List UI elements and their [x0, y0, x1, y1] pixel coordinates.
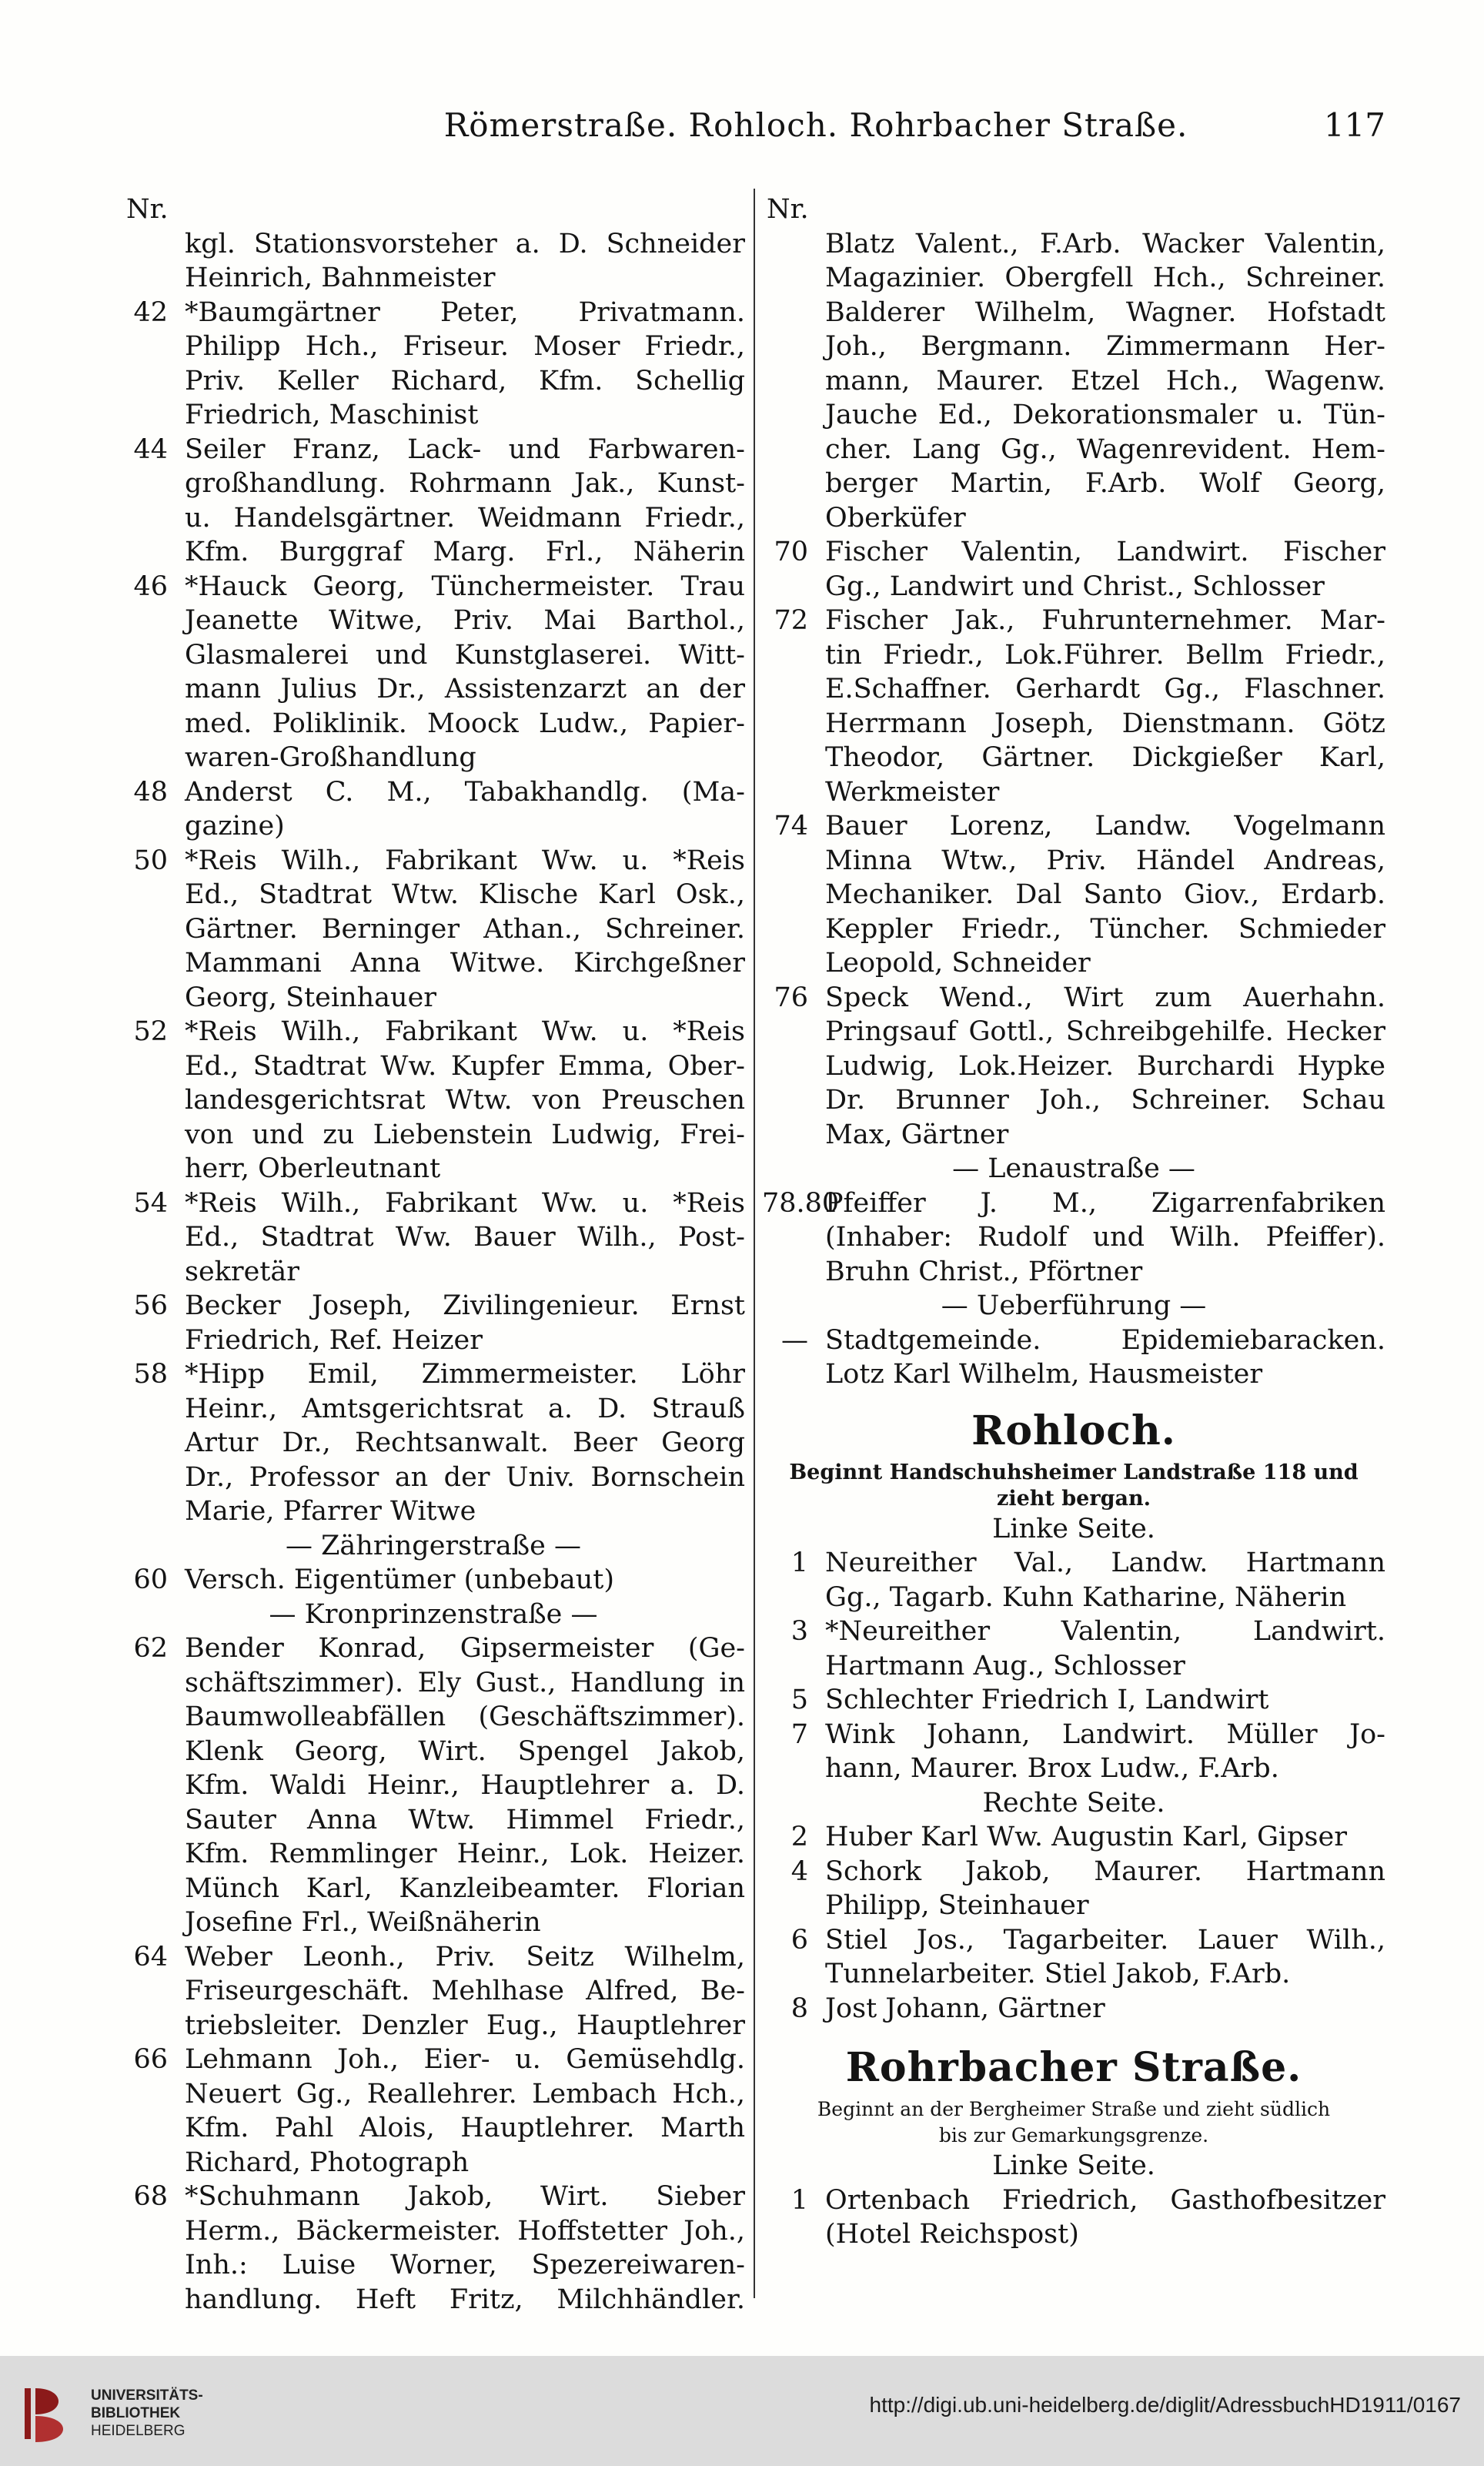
entry-text: Fischer Valentin, Landwirt. Fischer — [825, 537, 1385, 567]
text-line — [122, 741, 745, 775]
text-line — [122, 261, 745, 296]
entry-line — [762, 2183, 1385, 2218]
entry-text: — Kronprinzenstraße — — [269, 1598, 598, 1630]
house-number: 44 — [133, 433, 168, 465]
entry-line — [122, 296, 745, 330]
page-header — [123, 99, 1385, 152]
entry-line — [122, 570, 745, 604]
text-line — [122, 1049, 745, 1084]
text-line — [122, 1974, 745, 2009]
entry-text: — Lenaustraße — — [952, 1153, 1195, 1184]
entry-text: Philipp, Steinhauer — [825, 1890, 1089, 1921]
text-line — [122, 1529, 745, 1564]
text-line — [122, 2283, 745, 2317]
entry-text: Wink Johann, Landwirt. Müller Jo- — [825, 1718, 1385, 1750]
entry-text: von und zu Liebenstein Ludwig, Frei- — [185, 1119, 745, 1150]
entry-text: Priv. Keller Richard, Kfm. Schellig — [185, 365, 745, 397]
text-line — [122, 1906, 745, 1940]
text-line — [122, 981, 745, 1016]
house-number: 46 — [133, 570, 168, 602]
house-number: 48 — [133, 776, 168, 808]
section-note: Beginnt an der Bergheimer Straße und zieht südlich — [817, 2098, 1331, 2120]
house-number: 52 — [133, 1016, 168, 1047]
entry-line — [762, 809, 1385, 844]
text-line — [762, 1118, 1385, 1153]
text-line — [762, 1289, 1385, 1323]
house-number: 74 — [774, 811, 808, 842]
entry-text: schäftszimmer). Ely Gust., Handlung in — [185, 1667, 745, 1698]
entry-line — [122, 1940, 745, 1975]
text-line — [122, 467, 745, 501]
text-line — [122, 912, 745, 947]
house-number: 1 — [790, 2184, 808, 2216]
text-line — [762, 707, 1385, 741]
text-line — [122, 364, 745, 399]
entry-text: (Inhaber: Rudolf und Wilh. Pfeiffer). — [825, 1222, 1385, 1253]
entry-text: Stadtgemeinde. Epidemiebaracken. — [825, 1324, 1385, 1356]
text-line — [762, 775, 1385, 810]
text-line — [122, 2248, 745, 2283]
entry-text: Kfm. Remmlinger Heinr., Lok. Heizer. — [185, 1839, 745, 1869]
entry-text: Mechaniker. Dal Santo Giov., Erdarb. — [825, 879, 1385, 910]
entry-text: Minna Wtw., Priv. Händel Andreas, — [825, 845, 1385, 876]
text-line — [122, 1392, 745, 1427]
entry-text: *Schuhmann Jakob, Wirt. Sieber — [185, 2181, 745, 2212]
text-line — [122, 1461, 745, 1495]
rohloch-right-entries — [762, 1820, 1385, 2026]
text-line — [762, 398, 1385, 433]
entry-text: Friedrich, Ref. Heizer — [185, 1324, 483, 1356]
entry-text: (Hotel Reichspost) — [825, 2219, 1079, 2250]
text-line — [762, 946, 1385, 981]
entry-text: Heinr., Amtsgerichtsrat a. D. Strauß — [185, 1393, 745, 1424]
text-line — [762, 638, 1385, 673]
text-line — [122, 1768, 745, 1803]
text-line — [122, 604, 745, 638]
house-number: 70 — [774, 537, 808, 567]
house-number: 2 — [790, 1822, 808, 1852]
text-line — [122, 535, 745, 570]
entry-text: Mammani Anna Witwe. Kirchgeßner — [185, 948, 745, 979]
entry-text: Bruhn Christ., Pförtner — [825, 1256, 1143, 1287]
text-line — [122, 1152, 745, 1186]
entry-line — [762, 981, 1385, 1016]
text-line — [122, 672, 745, 707]
text-line — [762, 912, 1385, 947]
entry-text: hann, Maurer. Brox Ludw., F.Arb. — [825, 1753, 1279, 1784]
text-line — [762, 330, 1385, 364]
entry-text: Balderer Wilhelm, Wagner. Hofstadt — [825, 296, 1385, 328]
house-number: 54 — [133, 1187, 168, 1219]
entry-text: Nr. — [126, 194, 169, 225]
entry-text: Joh., Bergmann. Zimmermann Her- — [825, 331, 1385, 362]
text-line — [122, 1255, 745, 1290]
text-line — [122, 1666, 745, 1701]
entry-text: *Baumgärtner Peter, Privatmann. — [185, 296, 745, 328]
text-line — [762, 741, 1385, 775]
entry-text: u. Handelsgärtner. Weidmann Friedr., — [185, 502, 745, 534]
entry-text: Nr. — [767, 194, 809, 225]
text-line — [122, 2009, 745, 2043]
entry-text: Friedrich, Maschinist — [185, 400, 479, 430]
entry-text: kgl. Stationsvorsteher a. D. Schneider — [185, 228, 745, 259]
entry-text: gazine) — [185, 811, 285, 842]
entry-line — [762, 1683, 1385, 1718]
house-number: 8 — [790, 1993, 808, 2024]
section-title-rohloch: Rohloch. — [971, 1407, 1176, 1454]
house-number: 50 — [133, 845, 168, 876]
text-line — [122, 1494, 745, 1529]
text-line — [122, 501, 745, 536]
section-note: bis zur Gemarkungsgrenze. — [938, 2124, 1209, 2146]
entry-text: *Reis Wilh., Fabrikant Ww. u. *Reis — [185, 845, 745, 876]
entry-text: — Ueberführung — — [941, 1290, 1207, 1321]
source-url-link[interactable]: http://digi.ub.uni-heidelberg.de/diglit/AdressbuchHD1911/0167 — [869, 2393, 1461, 2417]
house-number: 66 — [133, 2044, 168, 2075]
entry-line — [122, 2180, 745, 2214]
entry-text: Dr. Brunner Joh., Schreiner. Schau — [825, 1085, 1385, 1116]
text-line — [762, 296, 1385, 330]
text-line — [762, 433, 1385, 467]
entry-line — [122, 1186, 745, 1221]
entry-text: Bauer Lorenz, Landw. Vogelmann — [825, 811, 1385, 842]
text-line — [122, 1220, 745, 1255]
entry-text: herr, Oberleutnant — [185, 1153, 441, 1184]
text-line — [762, 1015, 1385, 1049]
entry-text: Josefine Frl., Weißnäherin — [185, 1907, 541, 1938]
entry-text: Herrmann Joseph, Dienstmann. Götz — [825, 708, 1385, 739]
entry-text: Tunnelarbeiter. Stiel Jakob, F.Arb. — [825, 1959, 1291, 1989]
text-line — [762, 1752, 1385, 1786]
entry-text: Schork Jakob, Maurer. Hartmann — [825, 1855, 1385, 1887]
entry-text: *Hipp Emil, Zimmermeister. Löhr — [185, 1359, 745, 1390]
side-heading: Linke Seite. — [992, 2150, 1155, 2181]
entry-line — [122, 1563, 745, 1598]
house-number: 42 — [133, 296, 168, 328]
entry-text: Richard, Photograph — [185, 2146, 470, 2178]
entry-text: landesgerichtsrat Wtw. von Preuschen — [185, 1085, 745, 1116]
entry-text: — Zähringerstraße — — [285, 1530, 581, 1561]
right-column — [762, 192, 1385, 2252]
house-number: 78.80 — [762, 1187, 840, 1219]
text-line — [762, 1889, 1385, 1923]
house-number: 7 — [790, 1718, 808, 1750]
text-line — [122, 1837, 745, 1872]
house-number: 5 — [790, 1685, 808, 1715]
page-number: 117 — [1323, 106, 1385, 144]
entry-text: Artur Dr., Rechtsanwalt. Beer Georg — [185, 1427, 745, 1458]
text-line — [762, 467, 1385, 501]
entry-text: Glasmalerei und Kunstglaserei. Witt- — [185, 639, 745, 671]
entry-text: Fischer Jak., Fuhrunternehmer. Mar- — [825, 605, 1385, 636]
entry-text: E.Schaffner. Gerhardt Gg., Flaschner. — [825, 674, 1385, 704]
text-line — [762, 1049, 1385, 1084]
house-number: 62 — [133, 1633, 168, 1664]
entry-text: Friseurgeschäft. Mehlhase Alfred, Be- — [185, 1976, 745, 2006]
entry-text: Keppler Friedr., Tüncher. Schmieder — [825, 913, 1385, 945]
house-number: 4 — [790, 1855, 808, 1887]
section-title-rohrbacher: Rohrbacher Straße. — [845, 2044, 1302, 2091]
entry-text: Seiler Franz, Lack- und Farbwaren- — [185, 433, 745, 465]
entry-text: *Reis Wilh., Fabrikant Ww. u. *Reis — [185, 1016, 745, 1047]
entry-text: Ed., Stadtrat Ww. Kupfer Emma, Ober- — [185, 1050, 745, 1082]
entry-text: Marie, Pfarrer Witwe — [185, 1496, 476, 1527]
entry-text: Gärtner. Berninger Athan., Schreiner. — [185, 913, 745, 945]
entry-text: Huber Karl Ww. Augustin Karl, Gipser — [825, 1822, 1347, 1852]
text-line — [762, 2217, 1385, 2252]
text-line — [122, 638, 745, 673]
text-line — [122, 330, 745, 364]
entry-text: Georg, Steinhauer — [185, 982, 437, 1013]
entry-text: *Hauck Georg, Tünchermeister. Trau — [185, 570, 745, 602]
entry-text: Neureither Val., Landw. Hartmann — [825, 1548, 1385, 1578]
entry-text: Pringsauf Gottl., Schreibgehilfe. Hecker — [825, 1016, 1385, 1047]
entry-line — [762, 1923, 1385, 1958]
text-line — [122, 2146, 745, 2180]
text-line — [122, 1700, 745, 1735]
text-line — [122, 192, 745, 227]
entry-text: Herm., Bäckermeister. Hoffstetter Joh., — [185, 2215, 745, 2247]
entry-line — [762, 1820, 1385, 1855]
entry-text: Kfm. Waldi Heinr., Hauptlehrer a. D. — [185, 1770, 745, 1801]
left-column — [122, 192, 745, 2317]
entry-text: Leopold, Schneider — [825, 948, 1091, 979]
entry-line — [122, 775, 745, 810]
section-note: Beginnt Handschuhsheimer Landstraße 118 und — [789, 1460, 1359, 1484]
text-line — [122, 398, 745, 433]
text-line — [122, 1598, 745, 1632]
text-line — [122, 707, 745, 741]
entry-text: Philipp Hch., Friseur. Moser Friedr., — [185, 331, 745, 362]
entry-text: Gg., Tagarb. Kuhn Katharine, Näherin — [825, 1581, 1347, 1613]
entry-text: Neuert Gg., Reallehrer. Lembach Hch., — [185, 2078, 745, 2110]
entry-text: Jeanette Witwe, Priv. Mai Barthol., — [185, 605, 745, 636]
entry-text: Ed., Stadtrat Ww. Bauer Wilh., Post- — [185, 1222, 745, 1253]
house-number: 76 — [774, 982, 808, 1013]
text-line — [762, 1957, 1385, 1992]
entry-line — [762, 1718, 1385, 1752]
entry-text: Oberküfer — [825, 502, 966, 534]
entry-text: handlung. Heft Fritz, Milchhändler. — [185, 2284, 745, 2315]
text-line — [122, 946, 745, 981]
entry-text: Blatz Valent., F.Arb. Wacker Valentin, — [825, 228, 1385, 259]
entry-line — [762, 1855, 1385, 1889]
entry-text: Dr., Professor an der Univ. Bornschein — [185, 1461, 745, 1493]
rohloch-left-entries — [762, 1546, 1385, 1786]
entry-text: Kfm. Pahl Alois, Hauptlehrer. Marth — [185, 2113, 745, 2143]
entry-text: Kfm. Burggraf Marg. Frl., Näherin — [185, 537, 745, 567]
house-number: 68 — [133, 2181, 168, 2212]
house-number: 58 — [133, 1359, 168, 1390]
entry-text: Hartmann Aug., Schlosser — [825, 1650, 1185, 1681]
entry-text: cher. Lang Gg., Wagenrevident. Hem- — [825, 433, 1385, 465]
entry-text: Anderst C. M., Tabakhandlg. (Ma- — [185, 776, 745, 808]
text-line — [122, 1426, 745, 1461]
text-line — [762, 501, 1385, 536]
entry-text: Pfeiffer J. M., Zigarrenfabriken — [825, 1187, 1385, 1219]
entry-text: Schlechter Friedrich I, Landwirt — [825, 1685, 1269, 1715]
entry-line — [762, 1323, 1385, 1358]
entry-text: mann, Maurer. Etzel Hch., Wagenw. — [825, 365, 1385, 397]
entry-text: Münch Karl, Kanzleibeamter. Florian — [185, 1872, 745, 1904]
house-number: 64 — [133, 1941, 168, 1972]
entry-text: tin Friedr., Lok.Führer. Bellm Friedr., — [825, 639, 1385, 671]
entry-text: Max, Gärtner — [825, 1119, 1009, 1150]
text-line — [762, 364, 1385, 399]
house-number: 3 — [790, 1616, 808, 1647]
text-line — [762, 261, 1385, 296]
text-line — [762, 1357, 1385, 1392]
house-number: 60 — [133, 1564, 168, 1595]
side-heading: Linke Seite. — [992, 1513, 1155, 1544]
text-line — [122, 2111, 745, 2146]
entry-line — [122, 844, 745, 878]
entry-text: Gg., Landwirt und Christ., Schlosser — [825, 570, 1325, 602]
text-line — [122, 878, 745, 912]
library-logo-icon — [22, 2384, 85, 2447]
text-line — [122, 227, 745, 262]
house-number: — — [781, 1324, 808, 1356]
entry-text: Magazinier. Obergfell Hch., Schreiner. — [825, 263, 1385, 293]
entry-text: Jost Johann, Gärtner — [825, 1993, 1105, 2024]
entry-text: Inh.: Luise Worner, Spezereiwaren- — [185, 2250, 745, 2280]
entry-text: Becker Joseph, Zivilingenieur. Ernst — [185, 1290, 745, 1321]
text-line — [122, 1872, 745, 1906]
section-note: zieht bergan. — [997, 1486, 1151, 1511]
entry-text: Sauter Anna Wtw. Himmel Friedr., — [185, 1804, 745, 1835]
entry-line — [762, 1546, 1385, 1581]
house-number: 72 — [774, 605, 808, 636]
entry-text: Versch. Eigentümer (unbebaut) — [185, 1564, 615, 1595]
entry-text: Lehmann Joh., Eier- u. Gemüsehdlg. — [185, 2044, 745, 2075]
entry-line — [762, 1186, 1385, 1221]
text-line — [762, 570, 1385, 604]
entry-line — [762, 535, 1385, 570]
entry-text: Werkmeister — [825, 776, 1000, 808]
text-line — [762, 844, 1385, 878]
entry-text: *Neureither Valentin, Landwirt. — [825, 1616, 1385, 1647]
roemerstrasse-continuation — [762, 192, 1385, 1392]
entry-text: Heinrich, Bahnmeister — [185, 263, 496, 293]
text-line — [122, 2077, 745, 2112]
text-line — [762, 1220, 1385, 1255]
text-line — [762, 1152, 1385, 1186]
text-line — [122, 1083, 745, 1118]
text-line — [122, 1803, 745, 1838]
text-line — [762, 1083, 1385, 1118]
entry-text: triebsleiter. Denzler Eug., Hauptlehrer — [185, 2009, 745, 2041]
entry-text: Weber Leonh., Priv. Seitz Wilhelm, — [185, 1941, 745, 1972]
column-divider — [754, 189, 755, 2298]
entry-text: waren-Großhandlung — [185, 742, 476, 773]
entry-text: Bender Konrad, Gipsermeister (Ge- — [185, 1633, 745, 1664]
entry-line — [122, 1357, 745, 1392]
text-line — [762, 1649, 1385, 1684]
rohrbacher-entries — [762, 2183, 1385, 2252]
entry-text: Stiel Jos., Tagarbeiter. Lauer Wilh., — [825, 1924, 1385, 1956]
entry-text: mann Julius Dr., Assistenzarzt an der — [185, 674, 745, 704]
entry-line — [122, 1631, 745, 1666]
text-line — [762, 227, 1385, 262]
text-line — [122, 1118, 745, 1153]
entry-text: Jauche Ed., Dekorationsmaler u. Tün- — [825, 400, 1385, 430]
text-line — [762, 192, 1385, 227]
entry-line — [122, 433, 745, 467]
entry-text: sekretär — [185, 1256, 299, 1287]
entry-text: med. Poliklinik. Moock Ludw., Papier- — [185, 708, 745, 739]
house-number: 1 — [790, 1548, 808, 1578]
entry-text: Ludwig, Lok.Heizer. Burchardi Hypke — [825, 1050, 1385, 1082]
text-line — [122, 1323, 745, 1358]
entry-line — [122, 1289, 745, 1323]
entry-text: berger Martin, F.Arb. Wolf Georg, — [825, 468, 1385, 499]
footer-bar — [0, 2356, 1484, 2466]
entry-line — [762, 604, 1385, 638]
text-line — [122, 1735, 745, 1769]
entry-text: Ed., Stadtrat Wtw. Klische Karl Osk., — [185, 879, 745, 910]
text-line — [122, 809, 745, 844]
entry-line — [762, 1992, 1385, 2026]
entry-line — [762, 1614, 1385, 1649]
side-heading: Rechte Seite. — [982, 1787, 1165, 1819]
text-line — [762, 1255, 1385, 1290]
entry-line — [122, 1015, 745, 1049]
entry-line — [122, 2043, 745, 2077]
text-line — [762, 1581, 1385, 1615]
house-number: 6 — [790, 1924, 808, 1956]
library-name: UNIVERSITÄTS- BIBLIOTHEK HEIDELBERG — [91, 2387, 203, 2439]
entry-text: Ortenbach Friedrich, Gasthofbesitzer — [825, 2184, 1385, 2216]
running-title: Römerstraße. Rohloch. Rohrbacher Straße. — [443, 106, 1188, 144]
entry-text: großhandlung. Rohrmann Jak., Kunst- — [185, 468, 745, 499]
entry-text: Baumwolleabfällen (Geschäftszimmer). — [185, 1701, 745, 1732]
entry-text: *Reis Wilh., Fabrikant Ww. u. *Reis — [185, 1187, 745, 1219]
text-line — [122, 2214, 745, 2249]
entry-text: Theodor, Gärtner. Dickgießer Karl, — [825, 742, 1385, 773]
house-number: 56 — [133, 1290, 168, 1321]
text-line — [762, 672, 1385, 707]
entry-text: Speck Wend., Wirt zum Auerhahn. — [825, 982, 1385, 1013]
text-line — [762, 878, 1385, 912]
entry-text: Klenk Georg, Wirt. Spengel Jakob, — [185, 1735, 745, 1767]
entry-text: Lotz Karl Wilhelm, Hausmeister — [825, 1359, 1263, 1390]
